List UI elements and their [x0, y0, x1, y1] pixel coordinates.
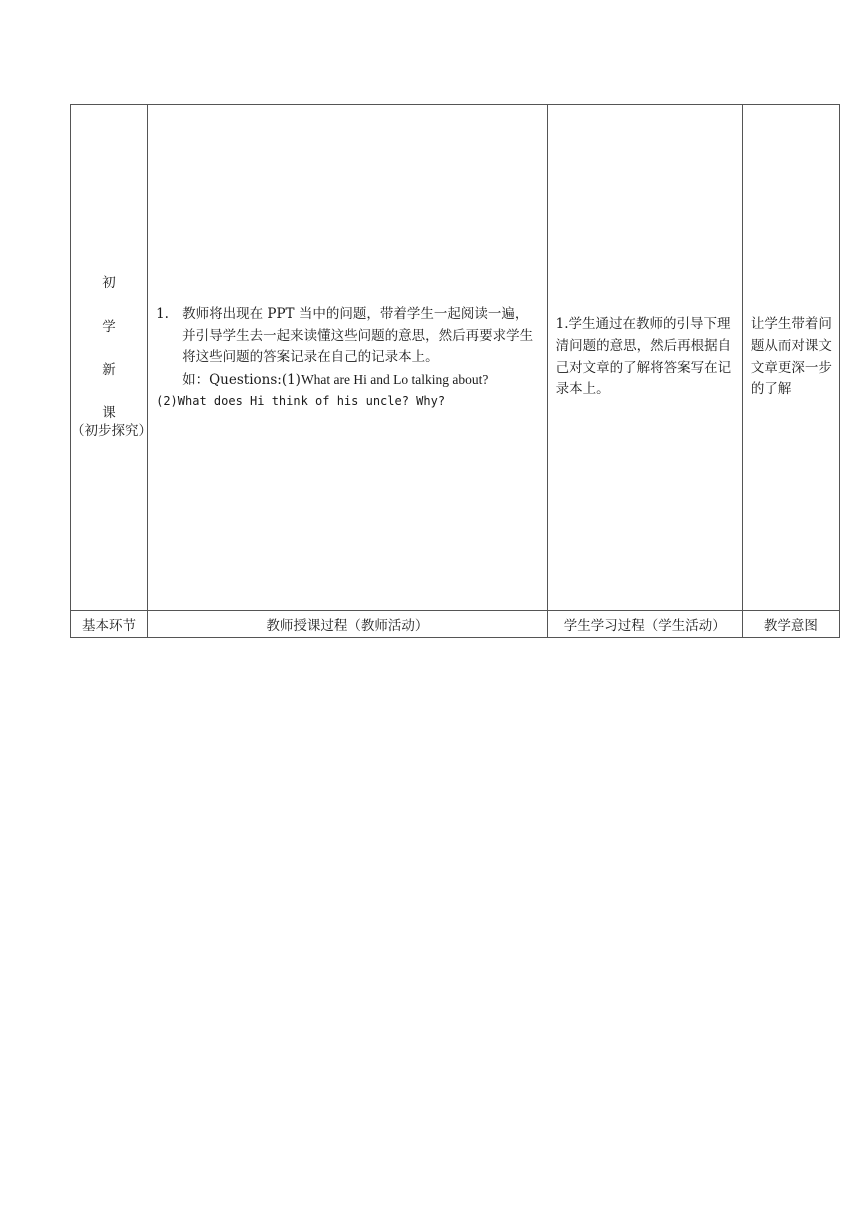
lesson-plan-table	[70, 104, 840, 638]
header-basic-step: 基本环节	[71, 611, 148, 638]
stage-char: 新	[102, 361, 116, 378]
teaching-purpose-cell	[742, 105, 839, 611]
question-2: (2)What does Hi think of his uncle? Why?	[156, 393, 446, 408]
stage-char: 课	[102, 405, 116, 422]
teacher-item-text: 教师将出现在 PPT 当中的问题，带着学生一起阅读一遍，并引导学生去一起来读懂这些问题的意思，然后再要求学生将这些问题的答案记录在自己的记录本上。	[182, 306, 534, 366]
stage-subtitle: （初步探究）	[71, 423, 152, 440]
question-1-prefix: 如：Questions:(1)	[182, 372, 301, 388]
stage-char: 初	[102, 275, 116, 292]
header-teacher-process: 教师授课过程（教师活动）	[148, 611, 548, 638]
header-teaching-intent: 教学意图	[742, 611, 839, 638]
student-activity-cell	[547, 105, 742, 611]
lesson-row	[71, 105, 840, 611]
teacher-item-number: 1.	[156, 306, 169, 323]
student-activity-text: 1.学生通过在教师的引导下理清问题的意思，然后再根据自己对文章的了解将答案写在记录本上。	[555, 316, 732, 398]
header-student-process: 学生学习过程（学生活动）	[547, 611, 742, 638]
stage-cell	[71, 105, 152, 611]
question-1	[156, 369, 539, 392]
teacher-item	[156, 304, 539, 369]
stage-char: 学	[102, 318, 116, 335]
header-row	[71, 611, 840, 638]
question-1-text: What are Hi and Lo talking about?	[300, 372, 489, 387]
teacher-activity-cell	[148, 105, 548, 611]
teaching-purpose-text: 让学生带着问题从而对课文文章更深一步的了解	[750, 316, 832, 398]
